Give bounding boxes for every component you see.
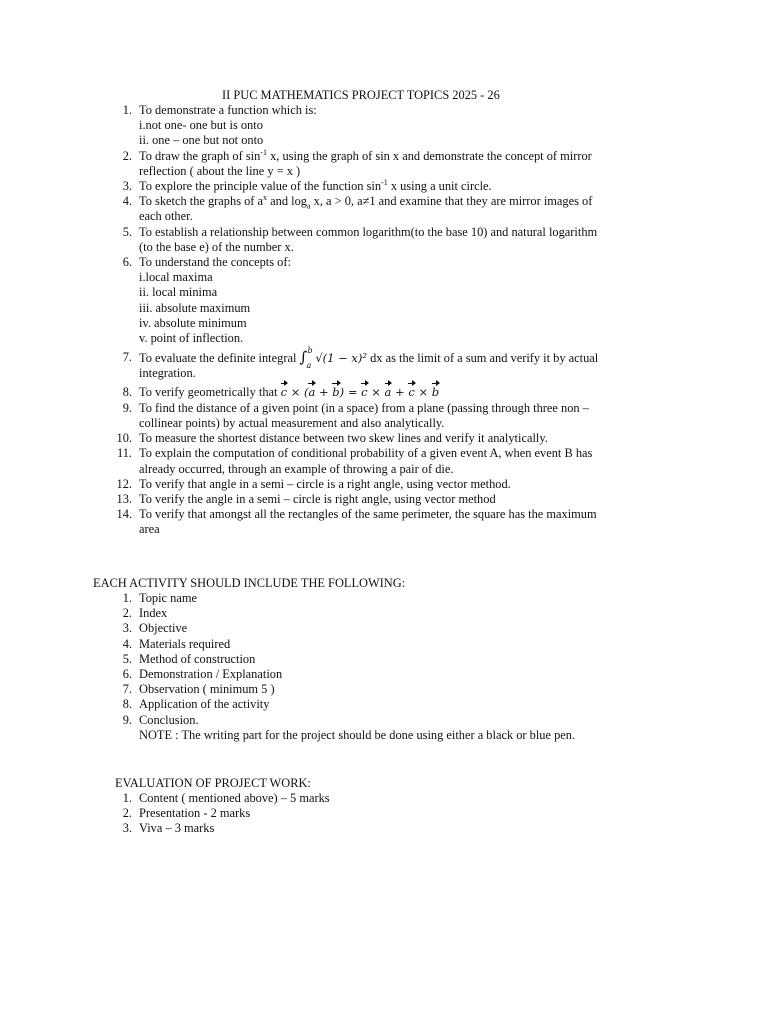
topic-text: To verify that amongst all the rectangles of the same perimeter, the square has the maximum xyxy=(139,507,597,522)
activity-item xyxy=(115,606,675,621)
vector-a: a xyxy=(384,384,392,399)
activity-number: 8. xyxy=(122,697,132,712)
topic-item-1 xyxy=(115,103,675,149)
activity-number: 5. xyxy=(122,651,132,666)
topic-subitem: ii. one – one but not onto xyxy=(139,133,264,148)
activity-item xyxy=(115,667,675,682)
topic-text-line2: integration. xyxy=(139,366,196,381)
topic-text: To demonstrate a function which is: xyxy=(139,103,317,117)
evaluation-text: Content ( mentioned above) – 5 marks xyxy=(139,791,330,805)
integral-expression xyxy=(299,346,368,371)
activity-text: Application of the activity xyxy=(139,697,270,712)
activity-item xyxy=(115,682,675,697)
topic-item-9 xyxy=(115,401,675,431)
topic-subitem: iii. absolute maximum xyxy=(139,300,251,315)
topic-text: To explore the principle value of the function sin xyxy=(139,179,382,194)
topic-subitem: i.not one- one but is onto xyxy=(139,118,263,133)
note-text: NOTE : The writing part for the project should be done using either a black or blue pen. xyxy=(139,727,576,742)
activity-number: 6. xyxy=(122,667,132,682)
topic-text: dx as the limit of a sum and verify it by actual xyxy=(367,351,599,366)
activity-list xyxy=(115,591,675,743)
topic-item-3 xyxy=(115,179,675,194)
topic-text-line2: reflection ( about the line y = x ) xyxy=(139,163,301,178)
activity-number: 4. xyxy=(122,636,132,651)
topic-subitem: v. point of inflection. xyxy=(139,331,244,346)
topic-number: 1. xyxy=(122,103,132,117)
topic-text: To verify geometrically that xyxy=(139,384,281,399)
integral-upper-limit: b xyxy=(307,346,313,356)
topic-text: To measure the shortest distance between two skew lines and verify it analytically. xyxy=(139,431,548,446)
evaluation-item xyxy=(115,791,675,806)
activity-number: 2. xyxy=(122,606,132,621)
topic-text: and log xyxy=(267,194,307,209)
topic-item-14 xyxy=(115,507,675,537)
activity-number: 7. xyxy=(122,682,132,697)
topic-item-5 xyxy=(115,225,675,255)
superscript: x xyxy=(263,193,268,203)
superscript: -1 xyxy=(381,177,388,187)
topic-text: To verify that angle in a semi – circle is a right angle, using vector method. xyxy=(139,476,511,491)
topic-text-line2: area xyxy=(139,522,160,537)
integrand: √(1 − x)² xyxy=(315,351,367,366)
topic-item-4 xyxy=(115,194,675,224)
topic-text: To find the distance of a given point (in a space) from a plane (passing through three non – xyxy=(139,400,589,415)
topic-text-line2: collinear points) by actual measurement and also analytically. xyxy=(139,416,445,431)
evaluation-list xyxy=(115,791,675,837)
integral-lower-limit: a xyxy=(306,361,312,371)
activity-item xyxy=(115,621,675,636)
topic-text: To explain the computation of conditional probability of a given event A, when event B has xyxy=(139,446,593,461)
topic-number: 11. xyxy=(116,446,132,461)
topic-item-7 xyxy=(115,346,675,381)
topic-number: 10. xyxy=(116,431,132,446)
plus-sign: + xyxy=(395,384,405,399)
topic-text: x, a > 0, a≠1 and examine that they are mirror images of xyxy=(310,194,593,209)
vector-b: b xyxy=(332,384,340,399)
topic-number: 7. xyxy=(122,350,132,365)
topic-number: 3. xyxy=(122,179,132,194)
activity-text: Conclusion. xyxy=(139,712,199,727)
activity-number: 1. xyxy=(122,591,132,605)
topics-list xyxy=(115,103,675,538)
activity-number: 9. xyxy=(122,712,132,727)
activity-number: 3. xyxy=(122,621,132,636)
times-sign: × xyxy=(290,384,301,399)
topic-text: To evaluate the definite integral xyxy=(139,351,300,366)
topic-text-line2: already occurred, through an example of throwing a pair of die. xyxy=(139,461,454,476)
topic-number: 9. xyxy=(122,400,132,415)
integral-sign: ∫ xyxy=(299,348,308,367)
topic-text-line2: (to the base e) of the number x. xyxy=(139,239,294,254)
topic-text: x using a unit circle. xyxy=(387,179,492,194)
plus-sign: + xyxy=(319,384,329,399)
topic-text: x, using the graph of sin x and demonstrate the concept of mirror xyxy=(266,148,592,163)
evaluation-text: Viva – 3 marks xyxy=(139,821,215,836)
evaluation-heading: EVALUATION OF PROJECT WORK: xyxy=(115,776,311,790)
activity-text: Topic name xyxy=(139,591,197,605)
topic-item-6 xyxy=(115,255,675,346)
activity-text: Observation ( minimum 5 ) xyxy=(139,682,275,697)
activity-item xyxy=(115,637,675,652)
topic-subitem: i.local maxima xyxy=(139,270,213,285)
topic-text: To understand the concepts of: xyxy=(139,255,291,270)
document-title: II PUC MATHEMATICS PROJECT TOPICS 2025 - 26 xyxy=(222,88,500,102)
activity-item xyxy=(115,713,675,728)
evaluation-number: 2. xyxy=(122,806,132,821)
topic-item-13 xyxy=(115,492,675,507)
topic-number: 8. xyxy=(122,384,132,399)
topic-item-11 xyxy=(115,446,675,476)
activity-text: Method of construction xyxy=(139,651,256,666)
vector-c: c xyxy=(408,384,415,399)
activity-text: Demonstration / Explanation xyxy=(139,667,283,682)
topic-number: 14. xyxy=(116,507,132,522)
activity-text: Index xyxy=(139,606,168,621)
evaluation-item xyxy=(115,806,675,821)
activity-item xyxy=(115,591,675,606)
vector-b: b xyxy=(431,384,440,399)
activity-text: Materials required xyxy=(139,636,231,651)
activity-heading: EACH ACTIVITY SHOULD INCLUDE THE FOLLOWING: xyxy=(93,576,406,590)
times-sign: × xyxy=(371,384,381,399)
topic-number: 2. xyxy=(122,148,132,163)
topic-subitem: iv. absolute minimum xyxy=(139,315,247,330)
evaluation-number: 1. xyxy=(122,791,132,805)
topic-text-line2: each other. xyxy=(139,209,193,224)
topic-item-8 xyxy=(115,385,675,400)
topic-item-10 xyxy=(115,431,675,446)
topic-subitem: ii. local minima xyxy=(139,285,218,300)
activity-text: Objective xyxy=(139,621,188,636)
topic-item-12 xyxy=(115,477,675,492)
vector-equation: c × (a + b) = c × a + c × b xyxy=(280,384,440,399)
topic-number: 4. xyxy=(122,194,132,209)
vector-c: c xyxy=(280,384,288,399)
activity-item xyxy=(115,652,675,667)
topic-text: To draw the graph of sin xyxy=(139,148,261,163)
topic-number: 13. xyxy=(116,492,132,507)
subscript: a xyxy=(306,201,311,211)
topic-text: To sketch the graphs of a xyxy=(139,194,264,209)
equals-sign: = xyxy=(347,384,358,399)
topic-text: To verify the angle in a semi – circle is right angle, using vector method xyxy=(139,492,496,507)
vector-c: c xyxy=(361,384,368,399)
evaluation-item xyxy=(115,821,675,836)
topic-number: 6. xyxy=(122,255,132,270)
activity-item xyxy=(115,697,675,712)
note-line xyxy=(115,728,675,743)
evaluation-text: Presentation - 2 marks xyxy=(139,806,251,821)
topic-number: 5. xyxy=(122,224,132,239)
times-sign: × xyxy=(418,384,429,399)
topic-item-2 xyxy=(115,149,675,179)
topic-text: To establish a relationship between common logarithm(to the base 10) and natural logarithm xyxy=(139,224,598,239)
evaluation-number: 3. xyxy=(122,821,132,836)
superscript: -1 xyxy=(260,147,267,157)
vector-a: a xyxy=(308,384,316,399)
topic-number: 12. xyxy=(116,476,132,491)
